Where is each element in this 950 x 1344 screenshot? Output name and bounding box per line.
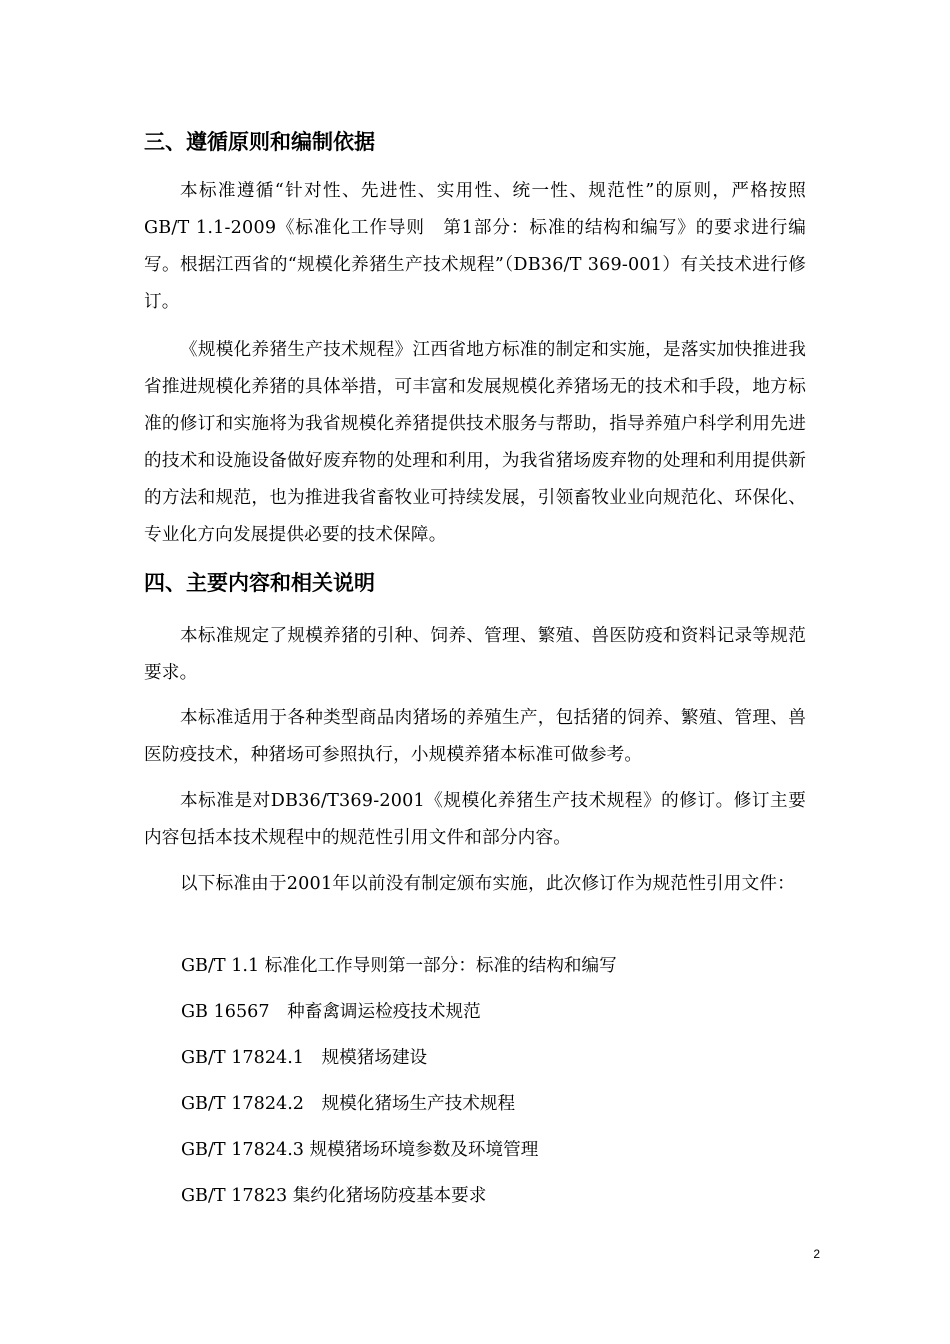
section-4-paragraph-4: 以下标准由于2001年以前没有制定颁布实施，此次修订作为规范性引用文件： <box>180 874 795 894</box>
reference-item: GB 16567 种畜禽调运检疫技术规范 <box>181 1002 481 1022</box>
section-3-paragraph-2: 《规模化养猪生产技术规程》江西省地方标准的制定和实施，是落实加快推进我省推进规模化养猪的具体举措，可丰富和发展规模化养猪场无的技术和手段，地方标准的修订和实施将为我省规模化养猪提供技术服务与帮助，指导养殖户科学利用先进的技术和设施设备做好废弃物的处理和利用，为我省猪场废弃物的处理和利用提供新的方法和规范，也为推进我省畜牧业可持续发展，引领畜牧业业向规范化、环保化、专业化方向发展提供必要的技术保障。 <box>144 340 806 545</box>
reference-item: GB/T 17824.3 规模猪场环境参数及环境管理 <box>181 1140 539 1160</box>
section-4-paragraph-1: 本标准规定了规模养猪的引种、饲养、管理、繁殖、兽医防疫和资料记录等规范要求。 <box>144 626 806 683</box>
reference-item: GB/T 17824.1 规模猪场建设 <box>181 1048 428 1068</box>
section-3-heading: 三、遵循原则和编制依据 <box>144 130 375 154</box>
reference-item: GB/T 17823 集约化猪场防疫基本要求 <box>181 1186 487 1206</box>
reference-item: GB/T 1.1 标准化工作导则第一部分：标准的结构和编写 <box>181 956 617 976</box>
reference-item: GB/T 17824.2 规模化猪场生产技术规程 <box>181 1094 516 1114</box>
section-4-heading: 四、主要内容和相关说明 <box>144 571 375 595</box>
section-3-paragraph-1: 本标准遵循“针对性、先进性、实用性、统一性、规范性”的原则，严格按照GB/T 1.1-2009《标准化工作导则 第1部分：标准的结构和编写》的要求进行编写。根据江西省的“规模化养猪生产技术规程”（DB36/T 369-001）有关技术进行修订。 <box>144 181 806 312</box>
section-4-paragraph-3: 本标准是对DB36/T369-2001《规模化养猪生产技术规程》的修订。修订主要内容包括本技术规程中的规范性引用文件和部分内容。 <box>144 791 806 848</box>
page-number: 2 <box>813 1247 820 1261</box>
section-4-paragraph-2: 本标准适用于各种类型商品肉猪场的养殖生产，包括猪的饲养、繁殖、管理、兽医防疫技术，种猪场可参照执行，小规模养猪本标准可做参考。 <box>144 708 806 765</box>
